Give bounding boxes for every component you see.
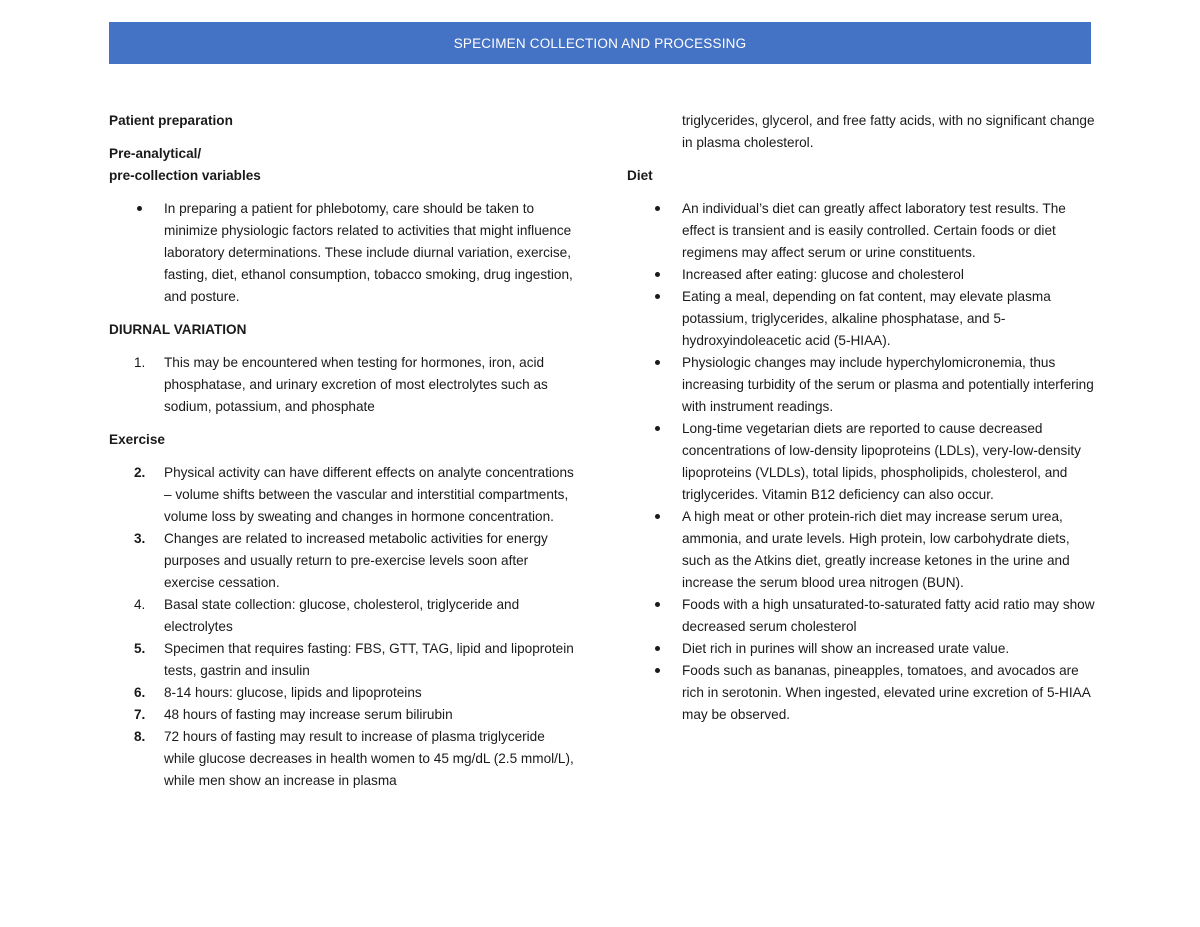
list-item: An individual’s diet can greatly affect laboratory test results. The effect is transient and is easily controlled. Certain foods or diet regimens may affect serum or urine constituents. [627, 198, 1097, 264]
continued-text: triglycerides, glycerol, and free fatty acids, with no significant change in plasma cholesterol. [682, 113, 1095, 150]
diurnal-list [109, 352, 579, 418]
list-number: 4. [134, 597, 146, 612]
list-number: 3. [134, 531, 146, 546]
list-number: 1. [134, 355, 146, 370]
page-title: SPECIMEN COLLECTION AND PROCESSING [453, 35, 747, 51]
list-number: 2. [134, 465, 146, 480]
pre-collection-heading: pre-collection variables [109, 168, 261, 183]
list-item [109, 594, 579, 638]
diet-list [627, 198, 1097, 726]
list-item [109, 352, 579, 418]
list-item-text: 72 hours of fasting may result to increase of plasma triglyceride while glucose decreases in health women to 45 mg/dL (2.5 mmol/L), while men show an increase in plasma [164, 729, 574, 788]
exercise-heading: Exercise [109, 432, 165, 447]
list-number: 5. [134, 641, 146, 656]
list-item-text: 8-14 hours: glucose, lipids and lipoproteins [164, 685, 422, 700]
list-item [109, 682, 579, 704]
list-number: 7. [134, 707, 146, 722]
exercise-list [109, 462, 579, 792]
diurnal-variation-heading: DIURNAL VARIATION [109, 322, 247, 337]
list-item: Foods such as bananas, pineapples, tomatoes, and avocados are rich in serotonin. When ingested, elevated urine excretion of 5-HIAA may be observed. [627, 660, 1097, 726]
list-item [109, 462, 579, 528]
intro-list [109, 198, 579, 308]
list-item: Diet rich in purines will show an increased urate value. [627, 638, 1097, 660]
list-item-text: Physical activity can have different effects on analyte concentrations – volume shifts between the vascular and interstitial compartments, volume loss by sweating and changes in hormone concentration. [164, 465, 574, 524]
list-item-text: Changes are related to increased metabolic activities for energy purposes and usually return to pre-exercise levels soon after exercise cessation. [164, 531, 548, 590]
list-number: 8. [134, 729, 146, 744]
patient-preparation-heading: Patient preparation [109, 113, 233, 128]
list-item: Physiologic changes may include hyperchylomicronemia, thus increasing turbidity of the serum or plasma and potentially interfering with instrument readings. [627, 352, 1097, 418]
list-item-text: Basal state collection: glucose, cholesterol, triglyceride and electrolytes [164, 597, 520, 634]
list-item: Long-time vegetarian diets are reported to cause decreased concentrations of low-density lipoproteins (LDLs), very-low-density lipoproteins (VLDLs), total lipids, phospholipids, cholesterol, and triglycerides. Vitamin B12 deficiency can also occur. [627, 418, 1097, 506]
list-item [109, 638, 579, 682]
list-item-text: Specimen that requires fasting: FBS, GTT, TAG, lipid and lipoprotein tests, gastrin and insulin [164, 641, 574, 678]
pre-analytical-heading: Pre-analytical/ [109, 146, 202, 161]
page-header-bar [109, 22, 1091, 64]
list-item-text: 48 hours of fasting may increase serum bilirubin [164, 707, 453, 722]
list-item [109, 726, 579, 792]
list-item: Increased after eating: glucose and cholesterol [627, 264, 1097, 286]
right-column [627, 110, 1097, 726]
list-item-text: This may be encountered when testing for hormones, iron, acid phosphatase, and urinary excretion of most electrolytes such as sodium, potassium, and phosphate [164, 355, 548, 414]
list-item: Foods with a high unsaturated-to-saturated fatty acid ratio may show decreased serum cholesterol [627, 594, 1097, 638]
list-item [109, 704, 579, 726]
list-item [109, 528, 579, 594]
left-column [109, 110, 579, 792]
list-item: Eating a meal, depending on fat content, may elevate plasma potassium, triglycerides, alkaline phosphatase, and 5-hydroxyindoleacetic acid (5-HIAA). [627, 286, 1097, 352]
list-number: 6. [134, 685, 146, 700]
list-item: A high meat or other protein-rich diet may increase serum urea, ammonia, and urate levels. High protein, low carbohydrate diets, such as the Atkins diet, greatly increase ketones in the urine and increase the serum blood urea nitrogen (BUN). [627, 506, 1097, 594]
diet-heading: Diet [627, 168, 653, 183]
list-item: In preparing a patient for phlebotomy, care should be taken to minimize physiologic factors related to activities that might influence laboratory determinations. These include diurnal variation, exercise, fasting, diet, ethanol consumption, tobacco smoking, drug ingestion, and posture. [109, 198, 579, 308]
